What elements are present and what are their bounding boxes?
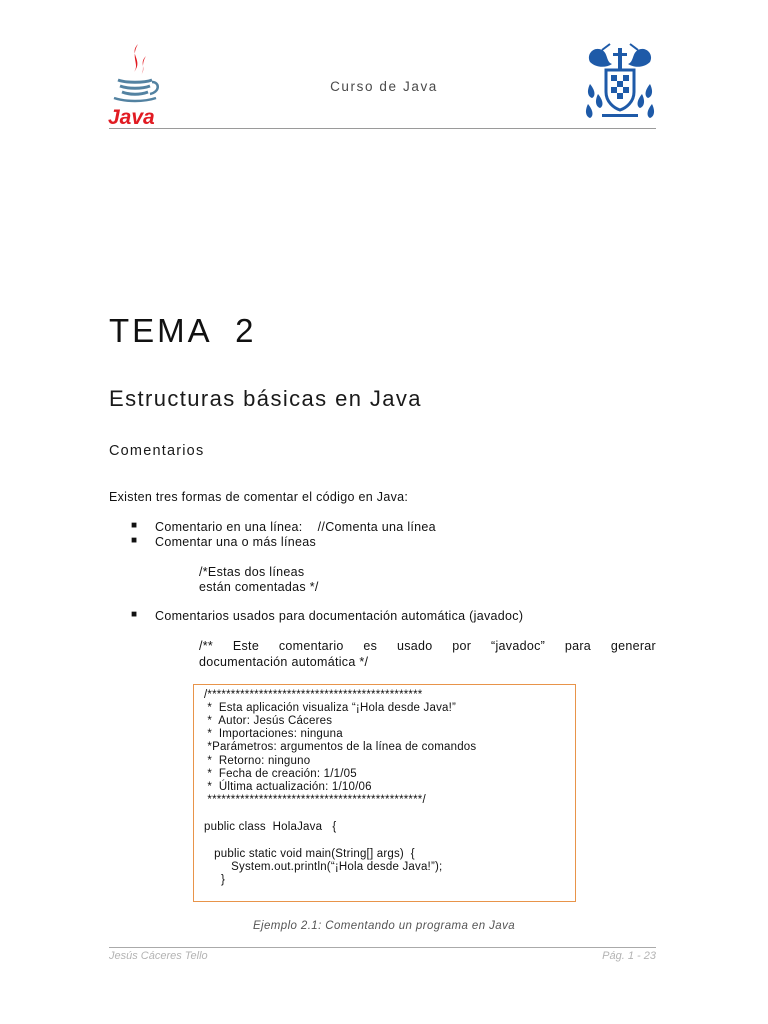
javadoc-example-line: /** Este comentario es usado por “javadoc” para generar	[199, 639, 656, 653]
code-example-box	[193, 684, 576, 902]
chapter-title: Estructuras básicas en Java	[109, 386, 422, 411]
multiline-example-line: están comentadas */	[199, 580, 319, 594]
footer-author: Jesús Cáceres Tello	[109, 950, 208, 962]
intro-paragraph: Existen tres formas de comentar el código en Java:	[109, 490, 409, 504]
section-title: Comentarios	[109, 443, 205, 459]
javadoc-example-line: documentación automática */	[199, 655, 369, 669]
code-line: public class HolaJava {	[204, 821, 337, 833]
footer-divider	[109, 947, 656, 948]
code-line: **********************************************/	[204, 794, 426, 806]
code-line: /**********************************************	[204, 689, 423, 701]
code-line: System.out.println(“¡Hola desde Java!”);	[204, 861, 443, 873]
bullet-marker: ■	[131, 535, 138, 546]
code-line: * Autor: Jesús Cáceres	[204, 715, 333, 727]
header-divider	[109, 128, 656, 129]
bullet-text-single-line: Comentario en una línea: //Comenta una línea	[155, 520, 436, 534]
bullet-text-javadoc: Comentarios usados para documentación automática (javadoc)	[155, 609, 524, 623]
code-line: }	[204, 874, 226, 886]
university-crest-icon	[582, 40, 658, 120]
code-line: * Retorno: ninguno	[204, 755, 311, 767]
bullet-marker: ■	[131, 520, 138, 531]
code-line: * Importaciones: ninguna	[204, 728, 343, 740]
header-title: Curso de Java	[330, 79, 438, 94]
code-line: public static void main(String[] args) {	[204, 848, 415, 860]
code-line: * Esta aplicación visualiza “¡Hola desde Java!”	[204, 702, 457, 714]
code-line: * Fecha de creación: 1/1/05	[204, 768, 357, 780]
footer-page-number: Pág. 1 - 23	[602, 950, 656, 962]
multiline-example-line: /*Estas dos líneas	[199, 565, 305, 579]
code-line: * Última actualización: 1/10/06	[204, 781, 372, 793]
figure-caption: Ejemplo 2.1: Comentando un programa en Java	[252, 920, 516, 932]
code-line: *Parámetros: argumentos de la línea de comandos	[204, 741, 477, 753]
bullet-text-multi-line: Comentar una o más líneas	[155, 535, 317, 549]
java-logo-text: Java	[108, 106, 155, 128]
bullet-marker: ■	[131, 609, 138, 620]
tema-title: TEMA 2	[109, 312, 257, 349]
